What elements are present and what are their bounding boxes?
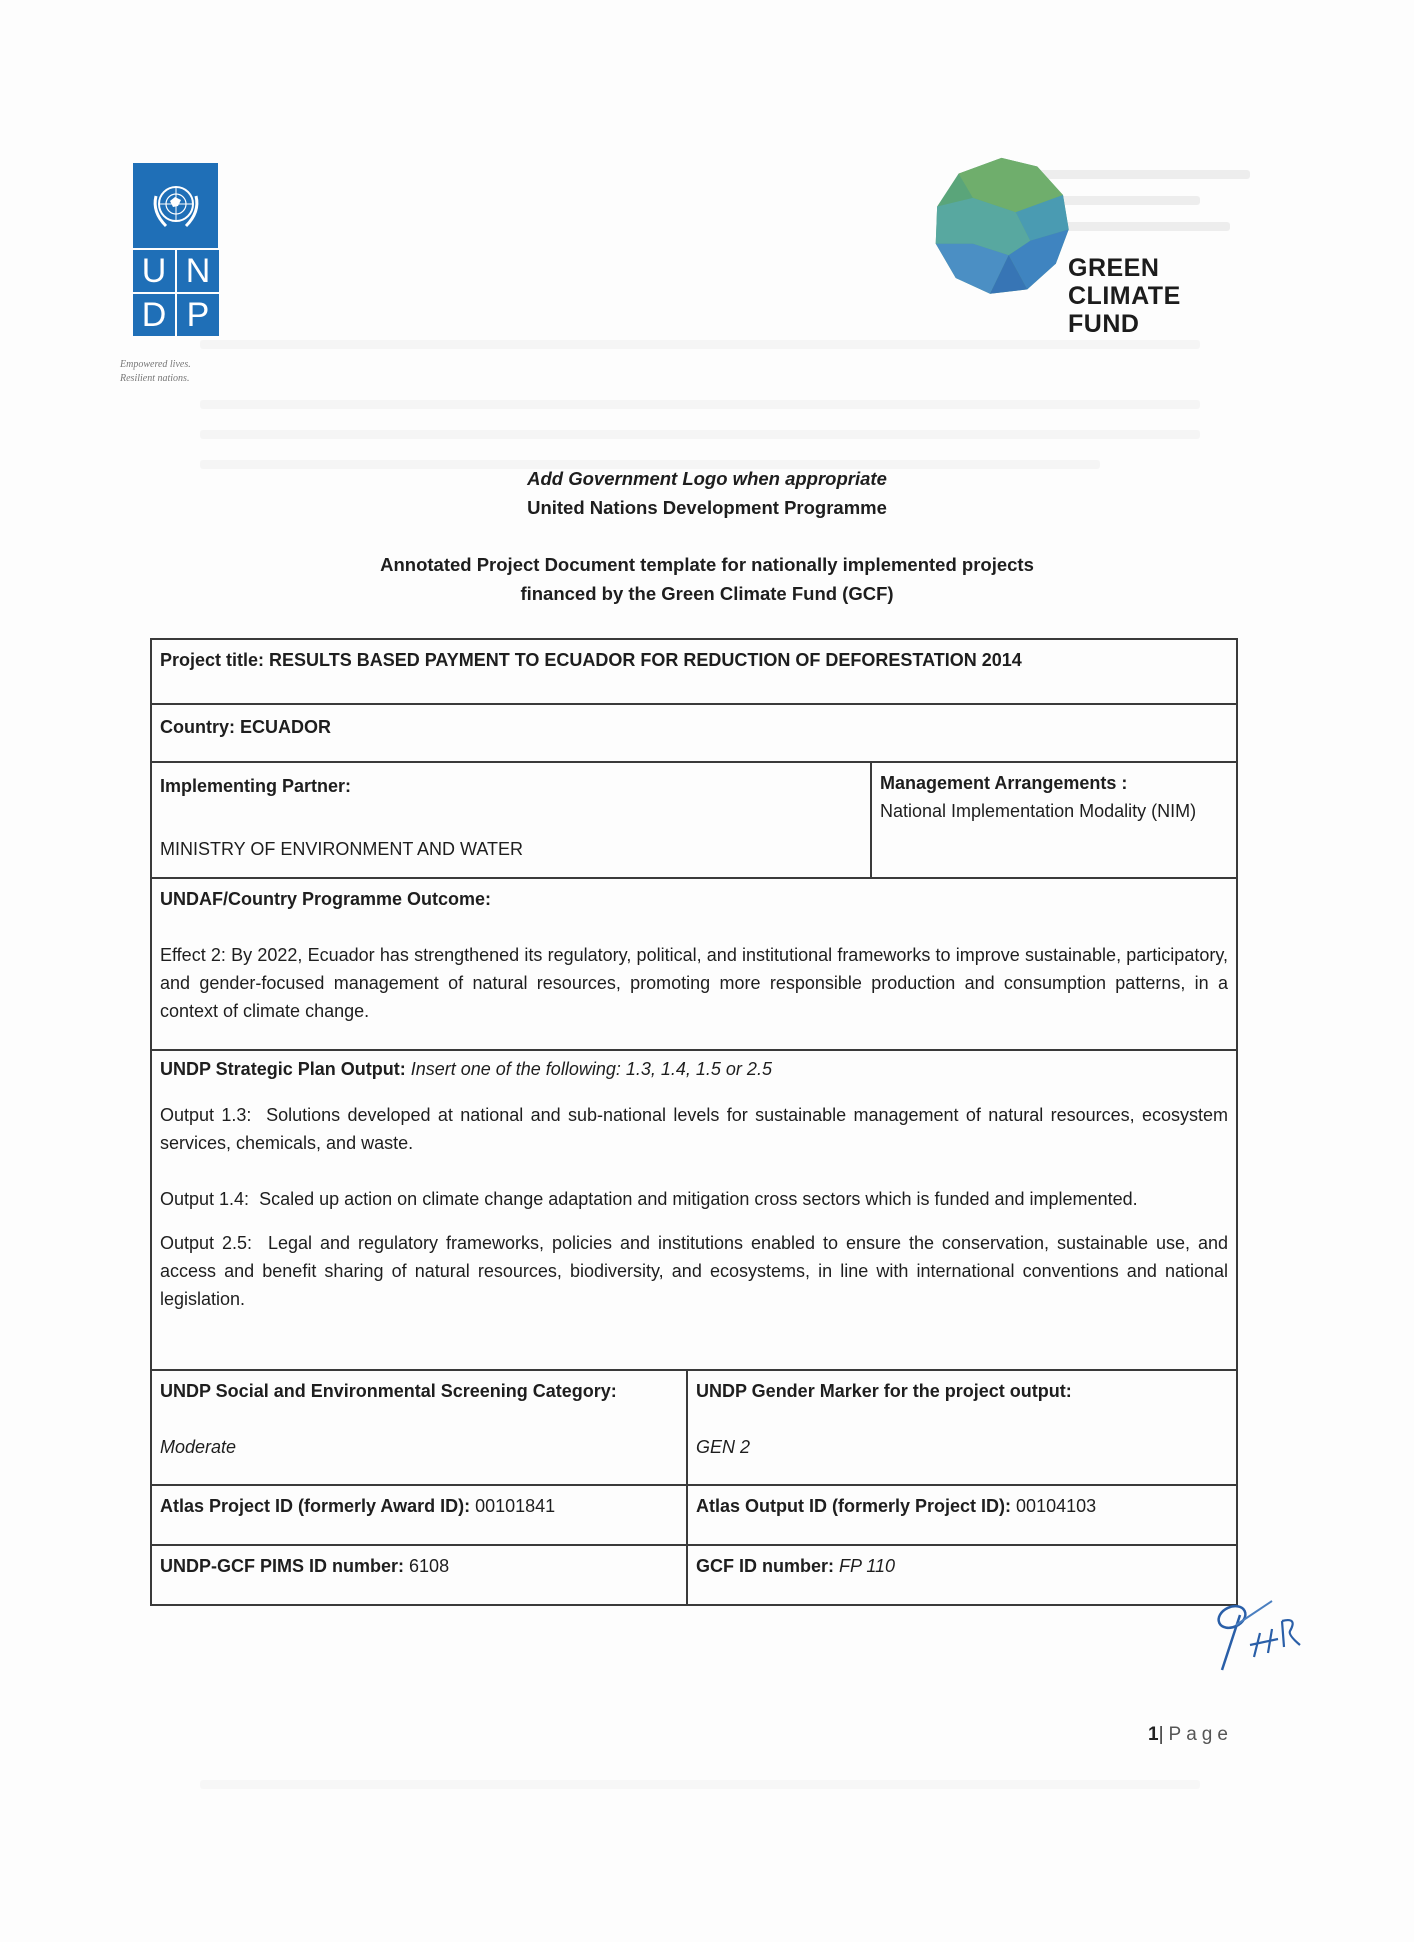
row-screening-gender [152, 1371, 1236, 1486]
undp-letter: U [133, 250, 175, 292]
project-title-label: Project title: [160, 650, 265, 670]
un-emblem-icon [133, 163, 218, 248]
tagline-line: Empowered lives. [120, 359, 191, 370]
strategic-plan-instruction: Insert one of the following: 1.3, 1.4, 1.5 or 2.5 [410, 1059, 772, 1079]
atlas-project-label: Atlas Project ID (formerly Award ID): [160, 1496, 471, 1516]
gcf-id-value: FP 110 [839, 1556, 896, 1576]
gcf-wordmark [1068, 254, 1181, 338]
row-undaf [152, 879, 1236, 1051]
doc-title-line1: Annotated Project Document template for nationally implemented projects [380, 554, 1034, 575]
country-label: Country: [160, 717, 235, 737]
row-project-title [152, 640, 1236, 705]
management-value: National Implementation Modality (NIM) [880, 801, 1197, 821]
row-strategic-plan [152, 1051, 1236, 1371]
gender-marker-label: UNDP Gender Marker for the project output: [696, 1381, 1072, 1401]
pims-value: 6108 [409, 1556, 450, 1576]
strategic-plan-label: UNDP Strategic Plan Output: [160, 1059, 406, 1079]
gcf-id-label: GCF ID number: [696, 1556, 834, 1576]
output-text: Legal and regulatory frameworks, policies and institutions enabled to ensure the conservation, sustainable use, and access and benefit sharing of natural resources, biodiversity, and ecosystems, in line with international conventions and national legislation. [160, 1233, 1229, 1309]
output-item [160, 1229, 1228, 1313]
org-name: United Nations Development Programme [527, 497, 887, 518]
output-code: Output 2.5: [160, 1233, 253, 1253]
output-code: Output 1.4: [160, 1189, 250, 1209]
gcf-word: GREEN [1068, 254, 1160, 282]
output-text: Solutions developed at national and sub-national levels for sustainable management of natural resources, ecosystem services, chemicals, and waste. [160, 1105, 1228, 1153]
gcf-word: CLIMATE [1068, 282, 1181, 310]
gcf-word: FUND [1068, 310, 1140, 338]
implementing-partner-value: MINISTRY OF ENVIRONMENT AND WATER [160, 839, 524, 859]
row-country [152, 705, 1236, 763]
implementing-partner-label: Implementing Partner: [160, 776, 352, 796]
atlas-output-label: Atlas Output ID (formerly Project ID): [696, 1496, 1012, 1516]
undaf-text: Effect 2: By 2022, Ecuador has strengthened its regulatory, political, and institutional frameworks to improve sustainable, participatory, and gender-focused management of natural resources, promoting more responsible production and consumption patterns, in a context of climate change. [160, 945, 1228, 1021]
project-info-table [150, 638, 1238, 1606]
row-partner [152, 763, 1236, 879]
row-pims-gcf [152, 1546, 1236, 1604]
management-label: Management Arrangements : [880, 773, 1128, 793]
undp-letter: N [177, 250, 219, 292]
tagline-line: Resilient nations. [120, 373, 190, 384]
country-value: ECUADOR [240, 717, 332, 737]
pims-label: UNDP-GCF PIMS ID number: [160, 1556, 405, 1576]
screening-value: Moderate [160, 1437, 237, 1457]
gov-logo-note: Add Government Logo when appropriate [527, 468, 887, 489]
undaf-label: UNDAF/Country Programme Outcome: [160, 889, 492, 909]
screening-label: UNDP Social and Environmental Screening Category: [160, 1381, 617, 1401]
output-item [160, 1185, 1228, 1213]
undp-letter: D [133, 294, 175, 336]
page-word: Page [1168, 1724, 1233, 1745]
atlas-project-value: 00101841 [475, 1496, 556, 1516]
undp-letter: P [177, 294, 219, 336]
output-text: Scaled up action on climate change adaptation and mitigation cross sectors which is funded and implemented. [259, 1189, 1138, 1209]
undp-logo [133, 163, 218, 336]
project-title-value: RESULTS BASED PAYMENT TO ECUADOR FOR REDUCTION OF DEFORESTATION 2014 [269, 650, 1022, 670]
row-atlas-ids [152, 1486, 1236, 1546]
output-item [160, 1101, 1228, 1157]
undp-tagline [120, 358, 191, 386]
page-number: 1|Page [1148, 1724, 1233, 1745]
handwritten-initials [1210, 1595, 1330, 1685]
atlas-output-value: 00104103 [1016, 1496, 1097, 1516]
gcf-globe-icon [930, 155, 1073, 298]
output-code: Output 1.3: [160, 1105, 252, 1125]
page-number-value: 1 [1148, 1724, 1159, 1745]
gender-marker-value: GEN 2 [696, 1437, 751, 1457]
doc-title-line2: financed by the Green Climate Fund (GCF) [520, 583, 894, 604]
